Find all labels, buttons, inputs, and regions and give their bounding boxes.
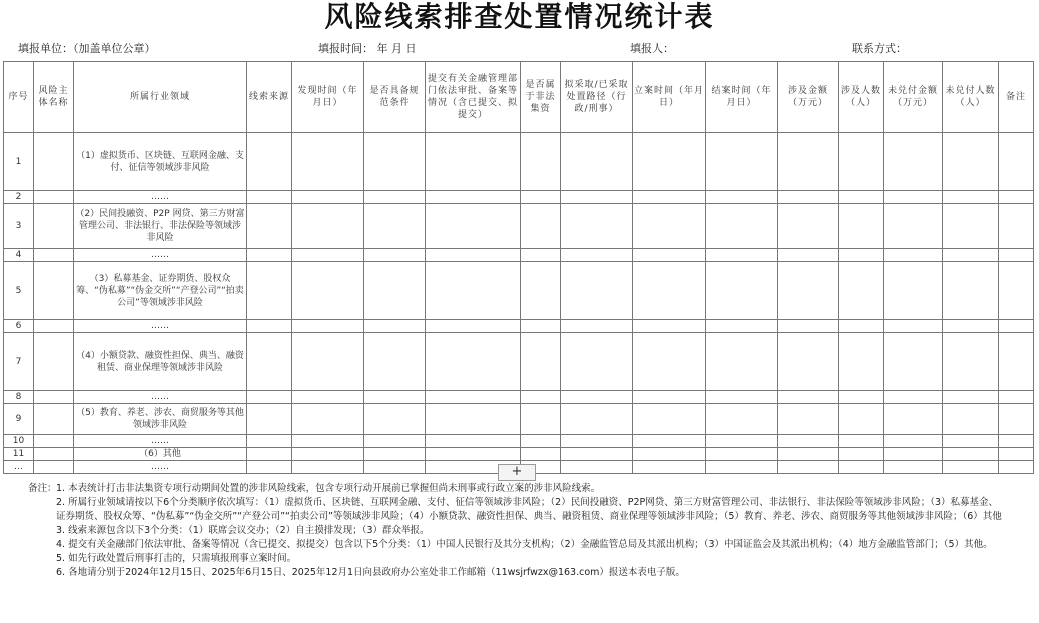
input-cell[interactable]	[839, 133, 884, 191]
row-number-cell: 7	[4, 333, 34, 391]
table-row	[4, 204, 1034, 249]
header-cell: 序号	[4, 62, 34, 133]
input-cell[interactable]	[292, 249, 364, 262]
input-cell[interactable]	[706, 262, 778, 320]
table-row	[4, 391, 1034, 404]
input-cell[interactable]	[633, 435, 706, 448]
input-cell[interactable]	[778, 435, 839, 448]
page-title: 风险线索排查处置情况统计表	[324, 0, 715, 33]
contact-field: 联系方式：	[852, 42, 907, 55]
input-cell[interactable]	[999, 133, 1034, 191]
header-cell: 立案时间（年月日）	[633, 62, 706, 133]
input-cell[interactable]	[884, 133, 943, 191]
input-cell[interactable]	[999, 262, 1034, 320]
input-cell[interactable]	[426, 262, 521, 320]
input-cell[interactable]	[778, 249, 839, 262]
input-cell[interactable]	[364, 249, 426, 262]
header-row	[4, 62, 1034, 133]
industry-category-cell: （3）私募基金、证券期货、股权众筹、“伪私募”“伪金交所”“产登公司”“拍卖公司”等领域涉非风险	[74, 262, 247, 320]
note-item: 2. 所属行业领域请按以下6个分类顺序依次填写：（1）虚拟货币、区块链、互联网金融、支付、征信等领域涉非风险；（2）民间投融资、P2P网贷、第三方财富管理公司、非法银行、非法保险等领域涉非风险；（3）私募基金、证券期货、股权众筹、“伪私募”“伪金交所”“产登公司”“拍卖公司”等领域涉非风险；（4）小额贷款、融资性担保、典当、融资租赁、商业保理等领域涉非风险；（5）教育、养老、涉农、商贸服务等其他领域涉非风险；（6）其他	[56, 497, 1002, 522]
input-cell[interactable]	[633, 249, 706, 262]
input-cell[interactable]	[561, 249, 633, 262]
industry-category-cell: ……	[74, 435, 247, 448]
industry-category-cell: （6）其他	[74, 448, 247, 461]
input-cell[interactable]	[521, 435, 561, 448]
input-cell[interactable]	[943, 204, 999, 249]
header-cell: 线索来源	[247, 62, 292, 133]
input-cell[interactable]	[34, 133, 74, 191]
input-cell[interactable]	[999, 204, 1034, 249]
industry-category-cell: （2）民间投融资、P2P 网贷、第三方财富管理公司、非法银行、非法保险等领域涉非风险	[74, 204, 247, 249]
input-cell[interactable]	[561, 133, 633, 191]
input-cell[interactable]	[706, 333, 778, 391]
header-cell: 备注	[999, 62, 1034, 133]
input-cell[interactable]	[999, 320, 1034, 333]
input-cell[interactable]	[778, 333, 839, 391]
input-cell[interactable]	[521, 448, 561, 461]
table-row	[4, 133, 1034, 191]
table-row	[4, 333, 1034, 391]
notes-label: 备注：	[28, 483, 57, 494]
input-cell[interactable]	[839, 320, 884, 333]
input-cell[interactable]	[364, 461, 426, 474]
input-cell[interactable]	[34, 262, 74, 320]
input-cell[interactable]	[778, 320, 839, 333]
input-cell[interactable]	[884, 262, 943, 320]
header-cell: 涉及人数（人）	[839, 62, 884, 133]
input-cell[interactable]	[778, 391, 839, 404]
input-cell[interactable]	[561, 461, 633, 474]
input-cell[interactable]	[943, 391, 999, 404]
input-cell[interactable]	[999, 404, 1034, 435]
row-number-cell: 5	[4, 262, 34, 320]
input-cell[interactable]	[247, 461, 292, 474]
input-cell[interactable]	[884, 191, 943, 204]
input-cell[interactable]	[292, 204, 364, 249]
header-cell: 涉及金额（万元）	[778, 62, 839, 133]
input-cell[interactable]	[521, 191, 561, 204]
input-cell[interactable]	[633, 461, 706, 474]
input-cell[interactable]	[778, 448, 839, 461]
table-row	[4, 435, 1034, 448]
input-cell[interactable]	[778, 133, 839, 191]
input-cell[interactable]	[426, 320, 521, 333]
industry-category-cell: （4）小额贷款、融资性担保、典当、融资租赁、商业保理等领域涉非风险	[74, 333, 247, 391]
header-cell: 提交有关金融管理部门依法审批、备案等情况（含已提交、拟提交）	[426, 62, 521, 133]
input-cell[interactable]	[426, 435, 521, 448]
input-cell[interactable]	[247, 133, 292, 191]
input-cell[interactable]	[943, 133, 999, 191]
input-cell[interactable]	[561, 404, 633, 435]
input-cell[interactable]	[706, 249, 778, 262]
add-row-button[interactable]: +	[498, 464, 536, 481]
input-cell[interactable]	[247, 435, 292, 448]
row-number-cell: 8	[4, 391, 34, 404]
input-cell[interactable]	[34, 461, 74, 474]
input-cell[interactable]	[839, 404, 884, 435]
input-cell[interactable]	[999, 249, 1034, 262]
input-cell[interactable]	[247, 333, 292, 391]
input-cell[interactable]	[561, 333, 633, 391]
table-row	[4, 249, 1034, 262]
header-cell: 拟采取/已采取处置路径（行政/刑事）	[561, 62, 633, 133]
input-cell[interactable]	[633, 391, 706, 404]
input-cell[interactable]	[633, 320, 706, 333]
input-cell[interactable]	[999, 391, 1034, 404]
industry-category-cell: （5）教育、养老、涉农、商贸服务等其他领域涉非风险	[74, 404, 247, 435]
input-cell[interactable]	[292, 448, 364, 461]
input-cell[interactable]	[561, 191, 633, 204]
header-cell: 结案时间（年月日）	[706, 62, 778, 133]
input-cell[interactable]	[839, 435, 884, 448]
input-cell[interactable]	[247, 448, 292, 461]
date-field: 填报时间： 年 月 日	[318, 42, 417, 55]
input-cell[interactable]	[426, 448, 521, 461]
input-cell[interactable]	[839, 391, 884, 404]
note-item: 5. 如先行政处置后刑事打击的，只需填报刑事立案时间。	[56, 553, 297, 564]
input-cell[interactable]	[292, 461, 364, 474]
input-cell[interactable]	[706, 320, 778, 333]
industry-category-cell: ……	[74, 249, 247, 262]
row-number-cell: 4	[4, 249, 34, 262]
input-cell[interactable]	[364, 435, 426, 448]
input-cell[interactable]	[521, 133, 561, 191]
input-cell[interactable]	[884, 333, 943, 391]
input-cell[interactable]	[247, 262, 292, 320]
table-row	[4, 448, 1034, 461]
unit-field: 填报单位：（加盖单位公章）	[18, 42, 156, 55]
input-cell[interactable]	[839, 333, 884, 391]
row-number-cell: 6	[4, 320, 34, 333]
form-meta	[0, 38, 1039, 56]
row-number-cell: 10	[4, 435, 34, 448]
input-cell[interactable]	[561, 435, 633, 448]
input-cell[interactable]	[561, 320, 633, 333]
input-cell[interactable]	[292, 435, 364, 448]
input-cell[interactable]	[364, 262, 426, 320]
input-cell[interactable]	[706, 391, 778, 404]
input-cell[interactable]	[561, 448, 633, 461]
input-cell[interactable]	[364, 391, 426, 404]
input-cell[interactable]	[884, 404, 943, 435]
input-cell[interactable]	[34, 448, 74, 461]
input-cell[interactable]	[633, 191, 706, 204]
input-cell[interactable]	[706, 191, 778, 204]
input-cell[interactable]	[778, 191, 839, 204]
input-cell[interactable]	[247, 404, 292, 435]
input-cell[interactable]	[247, 191, 292, 204]
input-cell[interactable]	[884, 391, 943, 404]
input-cell[interactable]	[839, 249, 884, 262]
row-number-cell: 11	[4, 448, 34, 461]
input-cell[interactable]	[426, 333, 521, 391]
input-cell[interactable]	[521, 262, 561, 320]
note-item: 1. 本表统计打击非法集资专项行动期间处置的涉非风险线索，包含专项行动开展前已掌握但尚未刑事或行政立案的涉非风险线索。	[56, 483, 601, 494]
input-cell[interactable]	[633, 448, 706, 461]
input-cell[interactable]	[706, 461, 778, 474]
input-cell[interactable]	[364, 404, 426, 435]
input-cell[interactable]	[521, 333, 561, 391]
note-item: 4. 提交有关金融部门依法审批、备案等情况（含已提交、拟提交）包含以下5个分类：（1）中国人民银行及其分支机构；（2）金融监管总局及其派出机构；（3）中国证监会及其派出机构；（4）地方金融监管部门；（5）其他。	[56, 539, 993, 550]
input-cell[interactable]	[364, 320, 426, 333]
input-cell[interactable]	[426, 391, 521, 404]
header-cell: 是否属于非法集资	[521, 62, 561, 133]
input-cell[interactable]	[34, 320, 74, 333]
input-cell[interactable]	[999, 461, 1034, 474]
industry-category-cell: ……	[74, 191, 247, 204]
header-cell: 风险主体名称	[34, 62, 74, 133]
input-cell[interactable]	[706, 448, 778, 461]
input-cell[interactable]	[426, 204, 521, 249]
input-cell[interactable]	[521, 404, 561, 435]
input-cell[interactable]	[943, 320, 999, 333]
input-cell[interactable]	[999, 333, 1034, 391]
input-cell[interactable]	[943, 191, 999, 204]
table-row	[4, 262, 1034, 320]
input-cell[interactable]	[778, 262, 839, 320]
row-number-cell: 3	[4, 204, 34, 249]
input-cell[interactable]	[943, 461, 999, 474]
input-cell[interactable]	[561, 262, 633, 320]
input-cell[interactable]	[364, 191, 426, 204]
input-cell[interactable]	[839, 448, 884, 461]
input-cell[interactable]	[943, 404, 999, 435]
input-cell[interactable]	[292, 133, 364, 191]
statistics-table	[3, 61, 1034, 474]
input-cell[interactable]	[706, 133, 778, 191]
header-cell: 未兑付人数（人）	[943, 62, 999, 133]
input-cell[interactable]	[999, 448, 1034, 461]
input-cell[interactable]	[943, 333, 999, 391]
input-cell[interactable]	[364, 204, 426, 249]
input-cell[interactable]	[884, 448, 943, 461]
table-row	[4, 320, 1034, 333]
input-cell[interactable]	[292, 333, 364, 391]
row-number-cell: 2	[4, 191, 34, 204]
input-cell[interactable]	[426, 404, 521, 435]
input-cell[interactable]	[943, 448, 999, 461]
input-cell[interactable]	[884, 320, 943, 333]
input-cell[interactable]	[521, 249, 561, 262]
table-row	[4, 404, 1034, 435]
input-cell[interactable]	[706, 204, 778, 249]
input-cell[interactable]	[561, 204, 633, 249]
input-cell[interactable]	[521, 391, 561, 404]
note-item: 6. 各地请分别于2024年12月15日、2025年6月15日、2025年12月1日向县政府办公室处非工作邮箱（11wsjrfwzx@163.com）报送本表电子版。	[56, 567, 685, 578]
input-cell[interactable]	[34, 204, 74, 249]
input-cell[interactable]	[426, 249, 521, 262]
note-item: 3. 线索来源包含以下3个分类：（1）联席会议交办；（2）自主摸排发现；（3）群众举报。	[56, 525, 430, 536]
header-cell: 所属行业领域	[74, 62, 247, 133]
input-cell[interactable]	[706, 404, 778, 435]
input-cell[interactable]	[633, 333, 706, 391]
industry-category-cell: ……	[74, 391, 247, 404]
input-cell[interactable]	[34, 333, 74, 391]
input-cell[interactable]	[34, 391, 74, 404]
input-cell[interactable]	[778, 404, 839, 435]
input-cell[interactable]	[34, 404, 74, 435]
input-cell[interactable]	[633, 262, 706, 320]
header-cell: 未兑付金额（万元）	[884, 62, 943, 133]
input-cell[interactable]	[521, 320, 561, 333]
input-cell[interactable]	[292, 191, 364, 204]
input-cell[interactable]	[778, 204, 839, 249]
row-number-cell: 9	[4, 404, 34, 435]
input-cell[interactable]	[884, 435, 943, 448]
industry-category-cell: ……	[74, 320, 247, 333]
input-cell[interactable]	[839, 191, 884, 204]
input-cell[interactable]	[34, 435, 74, 448]
header-cell: 是否具备规范条件	[364, 62, 426, 133]
industry-category-cell: ……	[74, 461, 247, 474]
input-cell[interactable]	[364, 133, 426, 191]
input-cell[interactable]	[839, 262, 884, 320]
input-cell[interactable]	[884, 204, 943, 249]
input-cell[interactable]	[633, 133, 706, 191]
input-cell[interactable]	[292, 404, 364, 435]
table-row	[4, 191, 1034, 204]
input-cell[interactable]	[247, 249, 292, 262]
input-cell[interactable]	[247, 204, 292, 249]
row-number-cell: …	[4, 461, 34, 474]
input-cell[interactable]	[521, 204, 561, 249]
input-cell[interactable]	[34, 249, 74, 262]
input-cell[interactable]	[943, 262, 999, 320]
input-cell[interactable]	[999, 191, 1034, 204]
input-cell[interactable]	[943, 249, 999, 262]
input-cell[interactable]	[633, 404, 706, 435]
input-cell[interactable]	[778, 461, 839, 474]
reporter-field: 填报人：	[630, 42, 674, 55]
input-cell[interactable]	[839, 204, 884, 249]
input-cell[interactable]	[247, 320, 292, 333]
input-cell[interactable]	[364, 448, 426, 461]
row-number-cell: 1	[4, 133, 34, 191]
input-cell[interactable]	[247, 391, 292, 404]
input-cell[interactable]	[561, 391, 633, 404]
input-cell[interactable]	[426, 133, 521, 191]
input-cell[interactable]	[706, 435, 778, 448]
input-cell[interactable]	[364, 333, 426, 391]
input-cell[interactable]	[34, 191, 74, 204]
input-cell[interactable]	[999, 435, 1034, 448]
input-cell[interactable]	[292, 320, 364, 333]
input-cell[interactable]	[633, 204, 706, 249]
input-cell[interactable]	[884, 249, 943, 262]
input-cell[interactable]	[943, 435, 999, 448]
input-cell[interactable]	[426, 191, 521, 204]
input-cell[interactable]	[292, 391, 364, 404]
input-cell[interactable]	[884, 461, 943, 474]
industry-category-cell: （1）虚拟货币、区块链、互联网金融、支付、征信等领域涉非风险	[74, 133, 247, 191]
notes-list	[56, 482, 1004, 580]
header-cell: 发现时间（年月日）	[292, 62, 364, 133]
input-cell[interactable]	[292, 262, 364, 320]
input-cell[interactable]	[839, 461, 884, 474]
